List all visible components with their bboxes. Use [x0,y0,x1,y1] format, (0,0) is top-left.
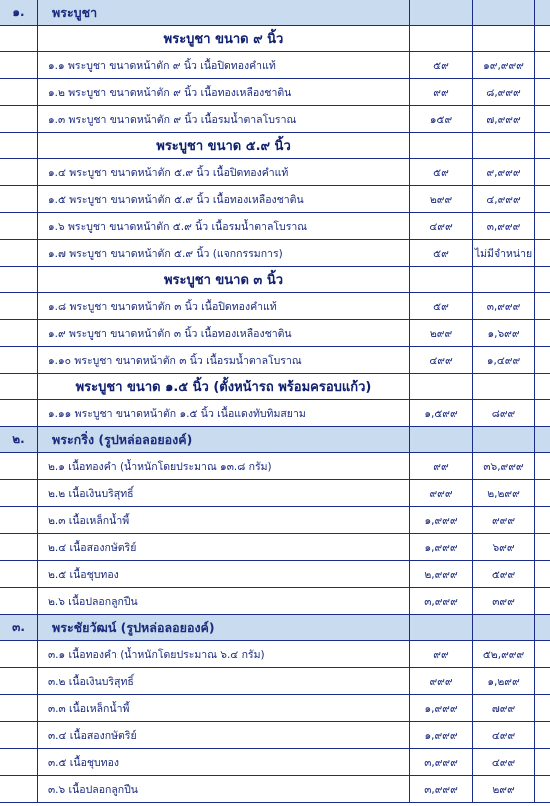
row-tail [535,240,550,267]
item-description: ๑.๙ พระบูชา ขนาดหน้าตัก ๓ นิ้ว เนื้อทองเหลืองชาติน [38,320,410,347]
group-title: พระบูชา ขนาด ๓ นิ้ว [38,267,410,293]
item-price: ๒๙๙ [473,776,535,803]
row-tail [535,320,550,347]
item-description: ๓.๔ เนื้อสองกษัตริย์ [38,722,410,749]
item-price: ๗,๙๙๙ [473,106,535,133]
row-tail [535,267,550,293]
item-price: ๙,๙๙๙ [473,159,535,186]
row-tail [535,534,550,561]
row-number [0,453,38,480]
row-tail [535,186,550,213]
item-quantity: ๓,๙๙๙ [410,749,473,776]
item-description: ๓.๕ เนื้อชุบทอง [38,749,410,776]
row-tail [535,0,550,26]
row-tail [535,641,550,668]
table-row [0,776,550,803]
table-row [0,453,550,480]
item-price: ๖๙๙ [473,534,535,561]
item-price: ๓,๙๙๙ [473,293,535,320]
item-description: ๑.๔ พระบูชา ขนาดหน้าตัก ๕.๙ นิ้ว เนื้อปิดทองคำแท้ [38,159,410,186]
item-quantity [410,374,473,400]
group-header-row [0,374,550,400]
row-number [0,186,38,213]
item-price: ๑๙,๙๙๙ [473,52,535,79]
group-title: พระบูชา ขนาด ๙ นิ้ว [38,26,410,52]
row-tail [535,668,550,695]
item-description: ๒.๓ เนื้อเหล็กน้ำพี้ [38,507,410,534]
section-row [0,427,550,453]
row-number [0,668,38,695]
item-price [473,133,535,159]
item-price: ๑,๔๙๙ [473,347,535,374]
row-number [0,695,38,722]
item-price: ๗๙๙ [473,695,535,722]
item-price [473,26,535,52]
row-number [0,79,38,106]
item-description: ๓.๒ เนื้อเงินบริสุทธิ์ [38,668,410,695]
row-number [0,722,38,749]
item-description: ๒.๔ เนื้อสองกษัตริย์ [38,534,410,561]
item-price: ๘๙๙ [473,400,535,427]
item-quantity: ๙๙๙ [410,668,473,695]
item-description: ๑.๓ พระบูชา ขนาดหน้าตัก ๙ นิ้ว เนื้อรมน้ำตาลโบราณ [38,106,410,133]
table-row [0,106,550,133]
row-number [0,267,38,293]
item-quantity: ๑,๙๙๙ [410,695,473,722]
item-quantity [410,615,473,641]
item-price: ๔,๙๙๙ [473,186,535,213]
item-description: ๒.๒ เนื้อเงินบริสุทธิ์ [38,480,410,507]
item-quantity: ๙๙ [410,641,473,668]
item-quantity: ๑,๙๙๙ [410,534,473,561]
row-number [0,480,38,507]
item-description: ๑.๑๑ พระบูชา ขนาดหน้าตัก ๑.๕ นิ้ว เนื้อแดงทับทิมสยาม [38,400,410,427]
item-quantity: ๑๕๙ [410,106,473,133]
row-tail [535,480,550,507]
table-row [0,186,550,213]
group-header-row [0,133,550,159]
row-number: ๓. [0,615,38,641]
table-row [0,749,550,776]
row-number: ๒. [0,427,38,453]
item-quantity [410,0,473,26]
item-quantity: ๕๙ [410,159,473,186]
item-quantity: ๒๙๙ [410,186,473,213]
item-price: ๒,๒๙๙ [473,480,535,507]
item-quantity: ๔๙๙ [410,213,473,240]
table-row [0,293,550,320]
item-description: ๒.๑ เนื้อทองคำ (น้ำหนักโดยประมาณ ๑๓.๘ กรัม) [38,453,410,480]
row-tail [535,133,550,159]
row-number [0,507,38,534]
row-tail [535,26,550,52]
item-price: ๑,๒๙๙ [473,668,535,695]
item-price: ๓,๙๙๙ [473,213,535,240]
table-row [0,588,550,615]
group-header-row [0,267,550,293]
group-header-row [0,26,550,52]
row-tail [535,106,550,133]
section-row [0,615,550,641]
item-price: ๓๙๙ [473,588,535,615]
table-row [0,641,550,668]
row-tail [535,79,550,106]
item-quantity: ๙๙๙ [410,480,473,507]
item-quantity [410,26,473,52]
row-tail [535,400,550,427]
item-price: ๓๖,๙๙๙ [473,453,535,480]
item-description: ๓.๑ เนื้อทองคำ (น้ำหนักโดยประมาณ ๖.๔ กรัม) [38,641,410,668]
row-number [0,749,38,776]
row-number [0,534,38,561]
item-price: ๔๙๙ [473,722,535,749]
item-quantity: ๒,๙๙๙ [410,561,473,588]
row-tail [535,427,550,453]
table-row [0,561,550,588]
row-tail [535,159,550,186]
row-number [0,133,38,159]
row-number [0,320,38,347]
item-quantity: ๕๙ [410,293,473,320]
row-tail [535,695,550,722]
row-number [0,641,38,668]
group-title: พระบูชา ขนาด ๕.๙ นิ้ว [38,133,410,159]
row-number [0,26,38,52]
table-row [0,52,550,79]
item-quantity: ๑,๙๙๙ [410,722,473,749]
row-tail [535,507,550,534]
row-tail [535,588,550,615]
item-price [473,374,535,400]
item-price: ไม่มีจำหน่าย [473,240,535,267]
item-description: ๑.๗ พระบูชา ขนาดหน้าตัก ๕.๙ นิ้ว (แจกกรรมการ) [38,240,410,267]
row-tail [535,749,550,776]
table-row [0,159,550,186]
row-tail [535,615,550,641]
item-quantity: ๓,๙๙๙ [410,776,473,803]
section-title: พระบูชา [38,0,410,26]
item-price: ๑,๖๙๙ [473,320,535,347]
table-row [0,347,550,374]
row-tail [535,213,550,240]
row-number [0,159,38,186]
row-tail [535,52,550,79]
row-number [0,106,38,133]
item-description: ๑.๕ พระบูชา ขนาดหน้าตัก ๕.๙ นิ้ว เนื้อทองเหลืองชาติน [38,186,410,213]
row-number [0,588,38,615]
row-tail [535,722,550,749]
item-quantity: ๕๙ [410,52,473,79]
item-price: ๕๙๙ [473,561,535,588]
item-quantity [410,133,473,159]
table-row [0,400,550,427]
item-description: ๓.๖ เนื้อปลอกลูกปืน [38,776,410,803]
row-number [0,561,38,588]
item-description: ๑.๖ พระบูชา ขนาดหน้าตัก ๕.๙ นิ้ว เนื้อรมน้ำตาลโบราณ [38,213,410,240]
item-quantity: ๓,๙๙๙ [410,588,473,615]
row-number [0,347,38,374]
item-quantity [410,427,473,453]
item-price: ๘,๙๙๙ [473,79,535,106]
row-number [0,293,38,320]
table-row [0,722,550,749]
group-title: พระบูชา ขนาด ๑.๕ นิ้ว (ตั้งหน้ารถ พร้อมครอบแก้ว) [38,374,410,400]
item-price [473,267,535,293]
row-number [0,213,38,240]
item-description: ๒.๕ เนื้อชุบทอง [38,561,410,588]
item-price [473,615,535,641]
item-description: ๒.๖ เนื้อปลอกลูกปืน [38,588,410,615]
table-row [0,534,550,561]
row-number [0,52,38,79]
item-price: ๕๒,๙๙๙ [473,641,535,668]
row-number [0,374,38,400]
row-number [0,776,38,803]
item-quantity: ๑,๙๙๙ [410,507,473,534]
table-row [0,213,550,240]
row-tail [535,347,550,374]
table-row [0,240,550,267]
item-quantity: ๒๙๙ [410,320,473,347]
row-number [0,240,38,267]
row-tail [535,374,550,400]
section-title: พระกริ่ง (รูปหล่อลอยองค์) [38,427,410,453]
row-tail [535,561,550,588]
table-row [0,79,550,106]
table-row [0,695,550,722]
table-row [0,320,550,347]
item-quantity [410,267,473,293]
row-number [0,400,38,427]
table-row [0,480,550,507]
item-price [473,427,535,453]
row-number: ๑. [0,0,38,26]
item-quantity: ๕๙ [410,240,473,267]
row-tail [535,776,550,803]
item-quantity: ๑,๕๙๙ [410,400,473,427]
row-tail [535,453,550,480]
section-title: พระชัยวัฒน์ (รูปหล่อลอยองค์) [38,615,410,641]
item-price [473,0,535,26]
item-price: ๔๙๙ [473,749,535,776]
item-price: ๙๙๙ [473,507,535,534]
table-row [0,507,550,534]
table-row [0,668,550,695]
item-description: ๓.๓ เนื้อเหล็กน้ำพี้ [38,695,410,722]
item-quantity: ๔๙๙ [410,347,473,374]
item-quantity: ๙๙ [410,79,473,106]
item-description: ๑.๘ พระบูชา ขนาดหน้าตัก ๓ นิ้ว เนื้อปิดทองคำแท้ [38,293,410,320]
item-description: ๑.๑ พระบูชา ขนาดหน้าตัก ๙ นิ้ว เนื้อปิดทองคำแท้ [38,52,410,79]
item-description: ๑.๑๐ พระบูชา ขนาดหน้าตัก ๓ นิ้ว เนื้อรมน้ำตาลโบราณ [38,347,410,374]
row-tail [535,293,550,320]
item-description: ๑.๒ พระบูชา ขนาดหน้าตัก ๙ นิ้ว เนื้อทองเหลืองชาติน [38,79,410,106]
section-row [0,0,550,26]
item-quantity: ๙๙ [410,453,473,480]
